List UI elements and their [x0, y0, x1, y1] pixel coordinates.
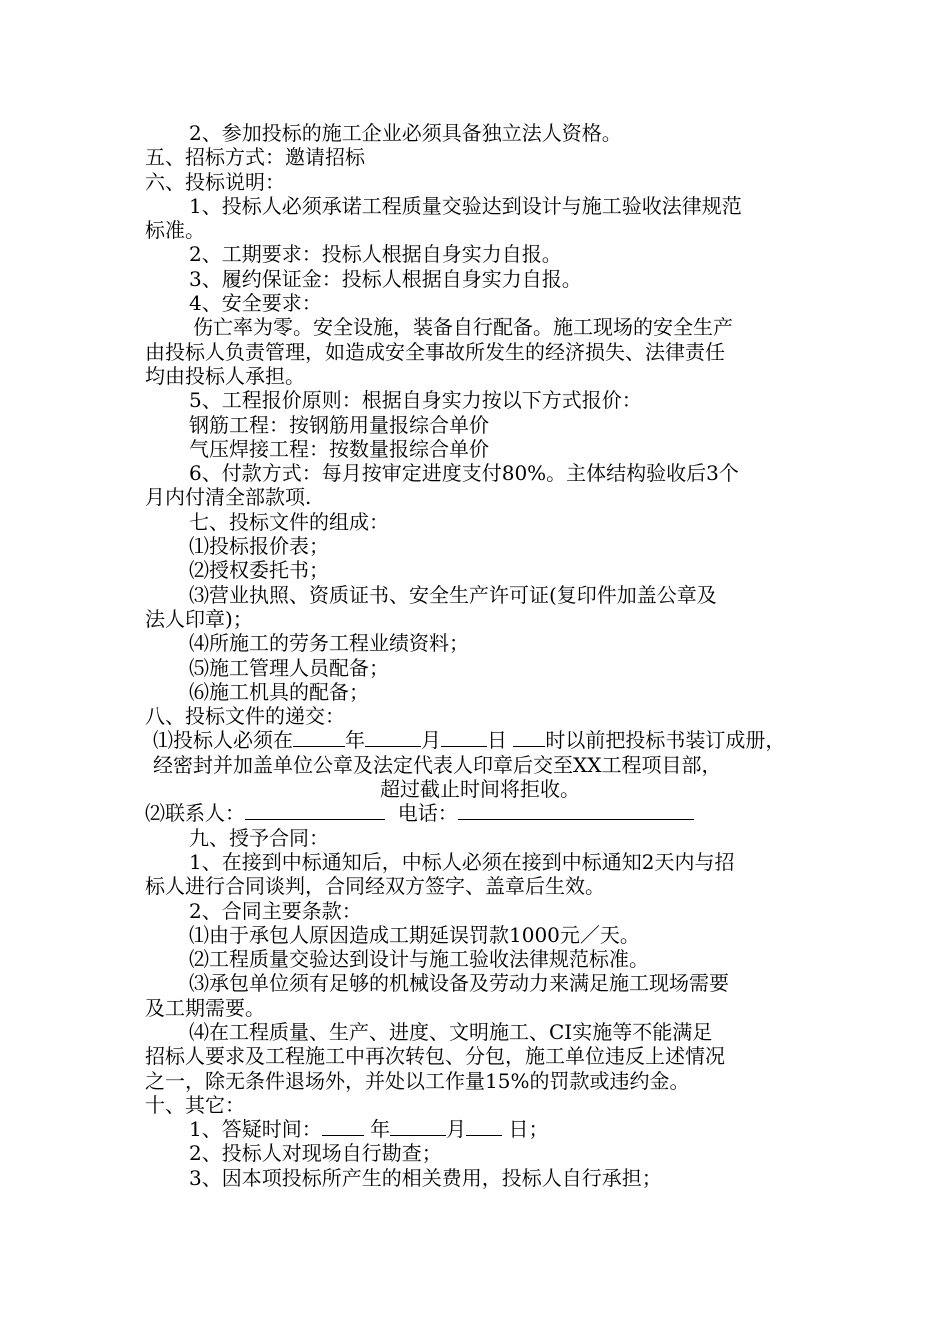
list-item: ⑸施工管理人员配备；: [189, 655, 389, 680]
list-item: ⑷在工程质量、生产、进度、文明施工、CI实施等不能满足: [189, 1019, 713, 1044]
paragraph-line: 月内付清全部款项.: [145, 485, 312, 510]
list-item: ⑶承包单位须有足够的机械设备及劳动力来满足施工现场需要: [189, 971, 729, 996]
day-blank: [441, 728, 487, 747]
paragraph-line: 1、投标人必须承诺工程质量交验达到设计与施工验收法律规范: [189, 193, 742, 218]
qa-day-blank: [466, 1117, 502, 1136]
paragraph-line: 均由投标人承担。: [145, 363, 305, 388]
document-body: [145, 121, 815, 1190]
contact-blank: [245, 801, 385, 820]
list-item: 之一，除无条件退场外，并处以工作量15%的罚款或违约金。: [145, 1068, 690, 1093]
hour-blank: [513, 728, 545, 747]
paragraph-line: 超过截止时间将拒收。: [380, 777, 580, 802]
paragraph-line: 标人进行合同谈判，合同经双方签字、盖章后生效。: [145, 874, 605, 899]
section-heading: 九、授予合同：: [189, 825, 329, 850]
list-item: ⑹施工机具的配备；: [189, 679, 369, 704]
paragraph-line: 4、安全要求：: [189, 291, 322, 316]
contact-line: ⑵联系人： 电话：: [145, 801, 815, 825]
paragraph-line: 3、履约保证金：投标人根据自身实力自报。: [189, 266, 582, 291]
year-blank: [293, 728, 345, 747]
submission-deadline-line: ⑴投标人必须在 年 月 日 时以前把投标书装订成册，: [153, 728, 786, 753]
paragraph-line: 气压焊接工程：按数量报综合单价: [189, 436, 489, 461]
paragraph-line: 5、工程报价原则：根据自身实力按以下方式报价：: [189, 388, 642, 413]
paragraph-line: 由投标人负责管理，如造成安全事故所发生的经济损失、法律责任: [145, 339, 725, 364]
paragraph-line: 标准。: [145, 218, 205, 243]
list-item: 及工期需要。: [145, 995, 265, 1020]
month-blank: [365, 728, 421, 747]
list-item: ⑷所施工的劳务工程业绩资料；: [189, 631, 469, 656]
list-item: ⑴投标报价表；: [189, 534, 329, 559]
paragraph-line: 1、在接到中标通知后，中标人必须在接到中标通知2天内与招: [189, 849, 735, 874]
list-item: ⑵授权委托书；: [189, 558, 329, 583]
section-heading: 七、投标文件的组成：: [189, 509, 389, 534]
paragraph-line: 2、参加投标的施工企业必须具备独立法人资格。: [189, 121, 622, 145]
section-heading: 十、其它：: [145, 1092, 245, 1117]
section-heading: 六、投标说明：: [145, 169, 285, 194]
list-item: 法人印章)；: [145, 606, 253, 631]
paragraph-line: 3、因本项投标所产生的相关费用，投标人自行承担；: [189, 1165, 662, 1190]
list-item: ⑶营业执照、资质证书、安全生产许可证(复印件加盖公章及: [189, 582, 717, 607]
section-heading: 八、投标文件的递交：: [145, 704, 345, 729]
section-heading: 五、招标方式：邀请招标: [145, 145, 365, 170]
paragraph-line: 钢筋工程：按钢筋用量报综合单价: [189, 412, 489, 437]
paragraph-line: 2、工期要求：投标人根据自身实力自报。: [189, 242, 562, 267]
qa-year-blank: [322, 1117, 364, 1136]
paragraph-line: 经密封并加盖单位公章及法定代表人印章后交至XX工程项目部，: [153, 752, 722, 777]
list-item: ⑴由于承包人原因造成工期延误罚款1000元／天。: [189, 922, 640, 947]
list-item: ⑵工程质量交验达到设计与施工验收法律规范标准。: [189, 947, 649, 972]
phone-blank: [458, 801, 694, 820]
paragraph-line: 伤亡率为零。安全设施，装备自行配备。施工现场的安全生产: [193, 315, 733, 340]
paragraph-line: 2、合同主要条款：: [189, 898, 362, 923]
qa-month-blank: [390, 1117, 446, 1136]
list-item: 招标人要求及工程施工中再次转包、分包，施工单位违反上述情况: [145, 1044, 725, 1069]
paragraph-line: 6、付款方式：每月按审定进度支付80%。主体结构验收后3个: [189, 461, 739, 486]
qa-time-line: 1、答疑时间： 年 月 日；: [189, 1117, 549, 1142]
paragraph-line: 2、投标人对现场自行勘查；: [189, 1141, 442, 1166]
